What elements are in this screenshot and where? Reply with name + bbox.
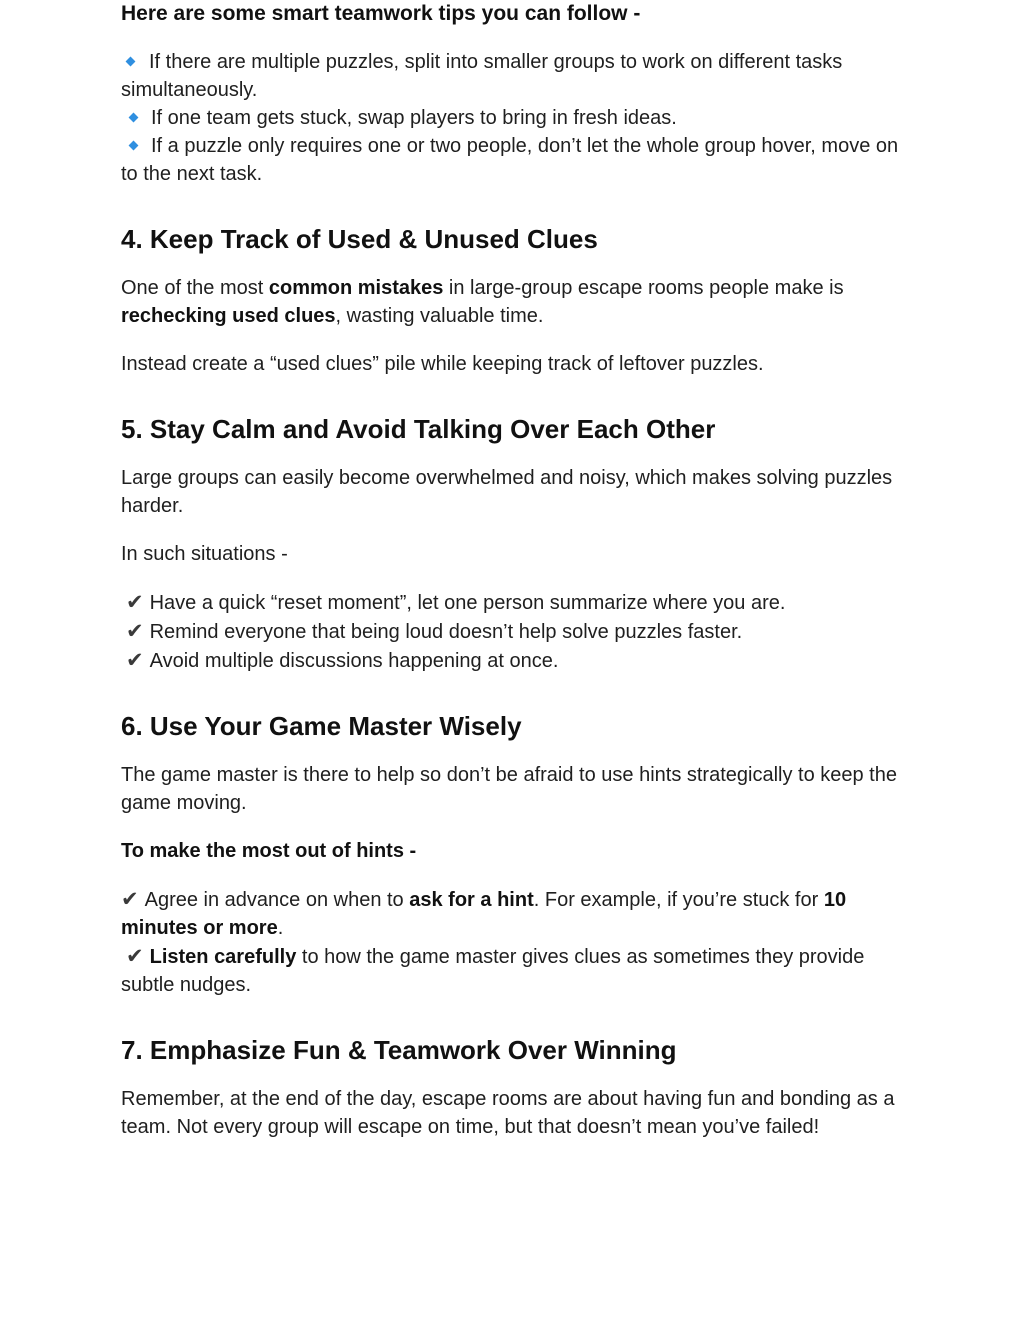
- blue-diamond-icon: [126, 56, 136, 66]
- blue-diamond-icon: [129, 140, 139, 150]
- article-content: [121, 0, 911, 1141]
- section-6-heading: 6. Use Your Game Master Wisely: [121, 711, 522, 741]
- hint-check-item-1: ✔ Agree in advance on when to ask for a hint. For example, if you’re stuck for 10 minutes or more.: [121, 887, 847, 939]
- tip-item-2: If one team gets stuck, swap players to bring in fresh ideas.: [121, 104, 911, 132]
- section-5-heading: 5. Stay Calm and Avoid Talking Over Each Other: [121, 414, 716, 444]
- check-mark-icon: ✔: [126, 590, 144, 614]
- check-item-3: ✔ Avoid multiple discussions happening at once.: [126, 648, 559, 672]
- section-5-paragraph-1: Large groups can easily become overwhelmed and noisy, which makes solving puzzles harder.: [121, 467, 893, 517]
- section-7-paragraph-1: Remember, at the end of the day, escape rooms are about having fun and bonding as a team. Not every group will escape on time, but that doesn’t mean you’ve failed!: [121, 1088, 895, 1138]
- section-6-paragraph-1: The game master is there to help so don’t be afraid to use hints strategically to keep the game moving.: [121, 764, 897, 814]
- hint-check-item-2: ✔ Listen carefully to how the game master gives clues as sometimes they provide subtle nudges.: [121, 944, 865, 996]
- section-7-heading: 7. Emphasize Fun & Teamwork Over Winning: [121, 1035, 677, 1065]
- tip-item-3: If a puzzle only requires one or two people, don’t let the whole group hover, move on to the next task.: [121, 135, 899, 185]
- blue-diamond-icon: [129, 112, 139, 122]
- hints-lead: To make the most out of hints -: [121, 840, 417, 862]
- check-item-2: ✔ Remind everyone that being loud doesn’t help solve puzzles faster.: [126, 619, 743, 643]
- tip-item-1: If there are multiple puzzles, split into smaller groups to work on different tasks simultaneously.: [121, 51, 843, 101]
- section-4-paragraph-1: One of the most common mistakes in large-group escape rooms people make is rechecking used clues, wasting valuable time.: [121, 277, 844, 327]
- section-5-paragraph-2: In such situations -: [121, 543, 288, 565]
- check-item-1: ✔ Have a quick “reset moment”, let one person summarize where you are.: [126, 590, 786, 614]
- section-4-heading: 4. Keep Track of Used & Unused Clues: [121, 224, 598, 254]
- teamwork-tips-lead: Here are some smart teamwork tips you can follow -: [121, 2, 641, 25]
- check-mark-icon: ✔: [126, 944, 144, 968]
- check-mark-icon: ✔: [126, 648, 144, 672]
- check-mark-icon: ✔: [121, 887, 139, 911]
- check-mark-icon: ✔: [126, 619, 144, 643]
- section-4-paragraph-2: Instead create a “used clues” pile while keeping track of leftover puzzles.: [121, 353, 764, 375]
